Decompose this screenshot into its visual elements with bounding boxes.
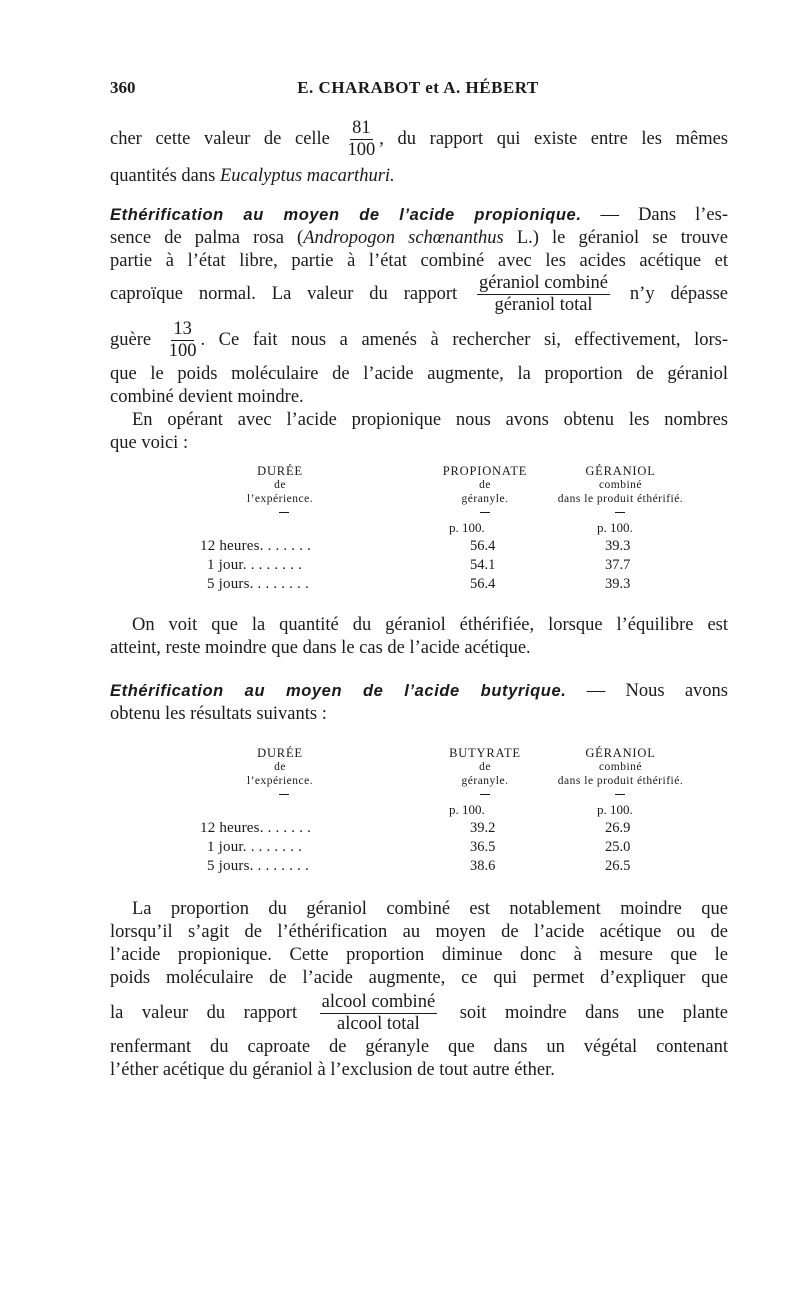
cell-value: 56.4 xyxy=(470,576,496,592)
section-propionic xyxy=(110,204,728,455)
text: , du rapport qui existe entre les mêmes xyxy=(379,129,729,149)
text: la valeur du rapport xyxy=(110,1003,298,1023)
text-line: que le poids moléculaire de l’acide augmente, la proportion de géraniol xyxy=(110,364,728,384)
leader-dots: . . . . . . . xyxy=(259,538,312,554)
col-header-duration xyxy=(215,464,345,506)
dash-divider xyxy=(615,794,625,795)
row-label-text: 5 jours xyxy=(207,858,250,874)
section-butyric xyxy=(110,680,728,726)
row-label-text: 1 jour xyxy=(207,839,243,855)
dash-divider xyxy=(480,794,490,795)
col-header-sub: dans le produit éthérifié. xyxy=(557,775,684,787)
row-label xyxy=(207,576,309,593)
text-line: lorsqu’il s’agit de l’éthérification au moyen de l’acide acétique ou de xyxy=(110,922,728,942)
text-line: atteint, reste moindre que dans le cas de l’acide acétique. xyxy=(110,638,531,658)
col-header-sub: de xyxy=(479,479,491,491)
col-header-sub: combiné xyxy=(598,479,643,491)
text-line: obtenu les résultats suivants : xyxy=(110,704,327,724)
row-label xyxy=(207,858,309,875)
leader-dots: . . . . . . . . xyxy=(249,858,309,874)
fraction-81-100 xyxy=(348,119,376,161)
text: — Dans l’es- xyxy=(581,205,728,225)
cell-value: 39.3 xyxy=(605,538,631,554)
text-line: l’éther acétique du géraniol à l’exclusion de tout autre éther. xyxy=(110,1060,555,1080)
col-header-sub: de xyxy=(479,761,491,773)
col-header-title: BUTYRATE xyxy=(449,746,521,760)
col-header-title: DURÉE xyxy=(257,746,303,760)
fraction-13-100 xyxy=(169,320,197,362)
col-header-sub: de xyxy=(274,761,286,773)
text: guère xyxy=(110,330,152,350)
text-line: partie à l’état libre, partie à l’état combiné avec les acides acétique et xyxy=(110,251,728,271)
section-heading: Ethérification au moyen de l’acide butyrique. xyxy=(110,682,567,700)
fraction-denominator: alcool total xyxy=(337,1014,420,1035)
text-line: La proportion du géraniol combiné est notablement moindre que xyxy=(132,899,728,919)
dash-divider xyxy=(279,512,289,513)
text-line: l’acide propionique. Cette proportion diminue donc à mesure que le xyxy=(110,945,728,965)
text-line: combiné devient moindre. xyxy=(110,387,304,407)
species-name: Eucalyptus macarthuri. xyxy=(219,165,395,186)
text: n’y dépasse xyxy=(629,284,729,304)
fraction-denominator: 100 xyxy=(347,140,376,161)
col-header-sub: l’expérience. xyxy=(246,493,314,505)
section-heading: Ethérification au moyen de l’acide propionique. xyxy=(110,206,582,224)
text: . Ce fait nous a amenés à rechercher si, effectivement, lors- xyxy=(200,330,729,350)
page-number: 360 xyxy=(110,78,136,97)
species-name: Andropogon schœnanthus xyxy=(303,228,504,248)
dash-divider xyxy=(615,512,625,513)
col-header-duration xyxy=(215,746,345,788)
fraction-denominator: géraniol total xyxy=(494,295,593,316)
text: caproïque normal. La valeur du rapport xyxy=(110,284,458,304)
row-label-text: 1 jour xyxy=(207,557,243,573)
table-propionate xyxy=(0,460,800,600)
row-label xyxy=(200,820,311,837)
unit-label: p. 100. xyxy=(597,802,633,817)
row-label-text: 12 heures xyxy=(200,538,260,554)
col-header-sub: géranyle. xyxy=(461,775,509,787)
paragraph-intro xyxy=(110,118,728,188)
row-label xyxy=(207,557,302,574)
fraction-numerator: 13 xyxy=(171,320,194,341)
text-line: poids moléculaire de l’acide augmente, ce qui permet d’expliquer que xyxy=(110,968,728,988)
row-label-text: 12 heures xyxy=(200,820,260,836)
text-line: que voici : xyxy=(110,433,189,453)
text: cher cette valeur de celle xyxy=(110,129,330,149)
leader-dots: . . . . . . . . xyxy=(242,839,303,855)
text: soit moindre dans une plante xyxy=(459,1003,729,1023)
text-line: renfermant du caproate de géranyle que dans un végétal contenant xyxy=(110,1037,728,1057)
text: quantités dans xyxy=(110,165,216,186)
running-header: E. CHARABOT et A. HÉBERT xyxy=(297,78,539,97)
row-label xyxy=(200,538,311,555)
col-header-title: PROPIONATE xyxy=(442,464,528,478)
unit-label: p. 100. xyxy=(449,802,485,817)
col-header-title: GÉRANIOL xyxy=(585,464,656,478)
col-header-propionate xyxy=(425,464,545,506)
leader-dots: . . . . . . . . xyxy=(249,576,309,592)
row-label-text: 5 jours xyxy=(207,576,250,592)
col-header-geraniol xyxy=(538,464,703,506)
text: sence de palma rosa ( xyxy=(110,228,304,248)
col-header-sub: combiné xyxy=(598,761,643,773)
paragraph-observation xyxy=(110,614,728,660)
fraction-geraniol xyxy=(477,274,610,316)
cell-value: 56.4 xyxy=(470,538,496,554)
cell-value: 26.9 xyxy=(605,820,631,836)
cell-value: 39.3 xyxy=(605,576,631,592)
cell-value: 25.0 xyxy=(605,839,631,855)
cell-value: 26.5 xyxy=(605,858,631,874)
col-header-title: GÉRANIOL xyxy=(585,746,656,760)
text: — Nous avons xyxy=(566,681,728,701)
fraction-denominator: 100 xyxy=(168,341,197,362)
cell-value: 36.5 xyxy=(470,839,496,855)
col-header-geraniol xyxy=(538,746,703,788)
text-line: On voit que la quantité du géraniol éthérifiée, lorsque l’équilibre est xyxy=(132,615,728,635)
row-label xyxy=(207,839,302,856)
fraction-numerator: alcool combiné xyxy=(320,993,438,1014)
cell-value: 38.6 xyxy=(470,858,496,874)
leader-dots: . . . . . . . . xyxy=(242,557,303,573)
text: L.) le géraniol se trouve xyxy=(503,228,728,248)
col-header-sub: dans le produit éthérifié. xyxy=(557,493,684,505)
col-header-sub: de xyxy=(274,479,286,491)
table-butyrate xyxy=(0,742,800,882)
dash-divider xyxy=(480,512,490,513)
fraction-numerator: géraniol combiné xyxy=(477,274,610,295)
cell-value: 39.2 xyxy=(470,820,496,836)
leader-dots: . . . . . . . xyxy=(259,820,312,836)
fraction-alcool xyxy=(320,993,438,1035)
col-header-title: DURÉE xyxy=(257,464,303,478)
col-header-sub: l’expérience. xyxy=(246,775,314,787)
cell-value: 54.1 xyxy=(470,557,496,573)
col-header-sub: géranyle. xyxy=(461,493,509,505)
fraction-numerator: 81 xyxy=(350,119,373,140)
unit-label: p. 100. xyxy=(449,520,485,535)
cell-value: 37.7 xyxy=(605,557,631,573)
paragraph-conclusion xyxy=(110,898,728,1082)
dash-divider xyxy=(279,794,289,795)
text-line: En opérant avec l’acide propionique nous avons obtenu les nombres xyxy=(132,410,728,430)
col-header-butyrate xyxy=(425,746,545,788)
unit-label: p. 100. xyxy=(597,520,633,535)
